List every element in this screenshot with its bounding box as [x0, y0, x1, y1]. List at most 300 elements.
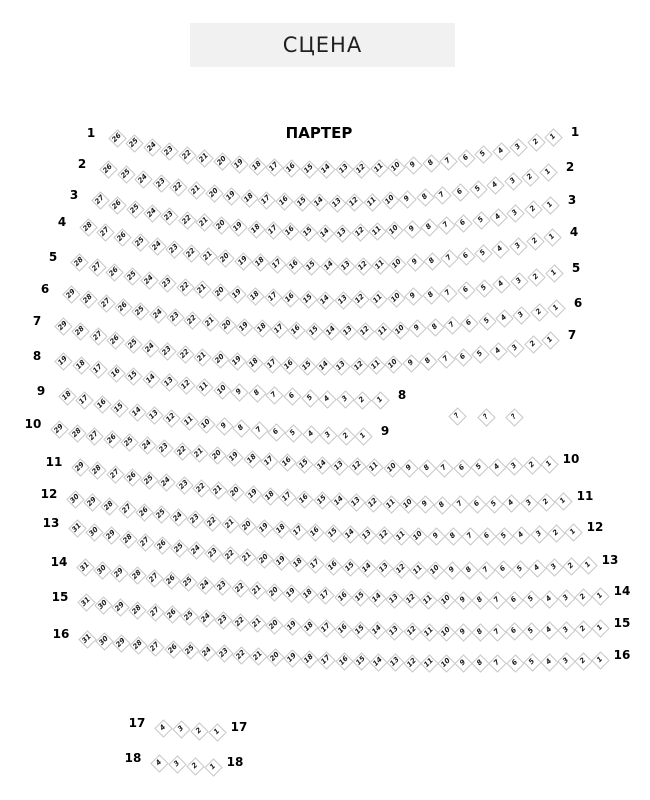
seat-row14-5[interactable]: [522, 590, 540, 608]
seat-row12-4[interactable]: [512, 526, 530, 544]
seat-row3-18[interactable]: [247, 220, 265, 238]
seat-row3-10[interactable]: [385, 221, 403, 239]
seat-row5-2[interactable]: [527, 268, 545, 286]
seat-row10-28[interactable]: [68, 424, 86, 442]
seat-row11-26[interactable]: [123, 468, 141, 486]
seat-row8-7[interactable]: [265, 386, 283, 404]
seat-row15-21[interactable]: [248, 614, 266, 632]
seat-row3-26[interactable]: [108, 196, 126, 214]
seat-row9-14[interactable]: [128, 403, 146, 421]
seat-row12-14[interactable]: [341, 525, 359, 543]
seat-row8-3[interactable]: [336, 390, 354, 408]
seat-row7-6[interactable]: [454, 348, 472, 366]
seat-row2-20[interactable]: [205, 184, 223, 202]
seat-row5-20[interactable]: [211, 283, 229, 301]
seat-row1-15[interactable]: [300, 160, 318, 178]
seat-row14-6[interactable]: [505, 591, 523, 609]
seat-row8-6[interactable]: [283, 387, 301, 405]
seat-row14-12[interactable]: [402, 590, 420, 608]
seat-row10-14[interactable]: [313, 456, 331, 474]
seat-row7-28[interactable]: [71, 322, 89, 340]
seat-row3-6[interactable]: [454, 214, 472, 232]
seat-row16-16[interactable]: [335, 652, 353, 670]
seat-row10-17[interactable]: [260, 452, 278, 470]
seat-row17-4[interactable]: [154, 719, 172, 737]
seat-row8-13[interactable]: [160, 373, 178, 391]
seat-row10-20[interactable]: [208, 446, 226, 464]
seat-row10-19[interactable]: [225, 448, 243, 466]
seat-row4-16[interactable]: [285, 256, 303, 274]
seat-row13-19[interactable]: [272, 552, 290, 570]
seat-row7-15[interactable]: [298, 357, 316, 375]
seat-row6-4[interactable]: [495, 309, 513, 327]
seat-row12-12[interactable]: [375, 526, 393, 544]
seat-row12-3[interactable]: [530, 525, 548, 543]
seat-row2-2[interactable]: [521, 168, 539, 186]
seat-row14-20[interactable]: [265, 583, 283, 601]
seat-row10-22[interactable]: [173, 442, 191, 460]
seat-row16-17[interactable]: [317, 651, 335, 669]
seat-row11-28[interactable]: [88, 461, 106, 479]
seat-row10-15[interactable]: [295, 455, 313, 473]
seat-row11-3[interactable]: [520, 494, 538, 512]
seat-row1-9[interactable]: [404, 156, 422, 174]
seat-row2-24[interactable]: [134, 170, 152, 188]
seat-row16-5[interactable]: [523, 653, 541, 671]
seat-row13-5[interactable]: [511, 560, 529, 578]
seat-row14-17[interactable]: [316, 586, 334, 604]
seat-row3-11[interactable]: [368, 222, 386, 240]
seat-row4-7[interactable]: [440, 249, 458, 267]
seat-row4-8[interactable]: [423, 252, 441, 270]
seat-row6-7[interactable]: [443, 316, 461, 334]
seat-row2-26[interactable]: [99, 160, 117, 178]
seat-row15-3[interactable]: [557, 621, 575, 639]
seat-row12-15[interactable]: [324, 524, 342, 542]
seat-row1-26[interactable]: [108, 129, 126, 147]
seat-row12-25[interactable]: [152, 505, 170, 523]
seat-row14-2[interactable]: [574, 588, 592, 606]
seat-row1-2[interactable]: [527, 133, 545, 151]
seat-row1-5[interactable]: [474, 145, 492, 163]
seat-row12-23[interactable]: [186, 510, 204, 528]
seat-row9-2[interactable]: [337, 427, 355, 445]
seat-row11-25[interactable]: [140, 471, 158, 489]
seat-row10-16[interactable]: [278, 453, 296, 471]
seat-row1-6[interactable]: [457, 149, 475, 167]
seat-row15-17[interactable]: [317, 619, 335, 637]
seat-row2-23[interactable]: [152, 174, 170, 192]
seat-row8-4[interactable]: [318, 390, 336, 408]
seat-row7-23[interactable]: [158, 342, 176, 360]
seat-row11-15[interactable]: [313, 491, 331, 509]
seat-row6-16[interactable]: [287, 321, 305, 339]
seat-row4-18[interactable]: [251, 253, 269, 271]
seat-row9-1[interactable]: [354, 427, 372, 445]
seat-row5-25[interactable]: [123, 267, 141, 285]
seat-row16-15[interactable]: [352, 652, 370, 670]
seat-row14-18[interactable]: [299, 585, 317, 603]
seat-row5-13[interactable]: [334, 291, 352, 309]
seat-row2-7[interactable]: [433, 186, 451, 204]
seat-row3-24[interactable]: [143, 204, 161, 222]
seat-row7-16[interactable]: [280, 356, 298, 374]
seat-row9-9[interactable]: [215, 417, 233, 435]
seat-row1-3[interactable]: [509, 138, 527, 156]
seat-row16-21[interactable]: [249, 647, 267, 665]
seat-row6-14[interactable]: [322, 322, 340, 340]
seat-row10-1[interactable]: [540, 455, 558, 473]
seat-row9-13[interactable]: [145, 406, 163, 424]
seat-row7-12[interactable]: [350, 357, 368, 375]
seat-row15-13[interactable]: [385, 622, 403, 640]
seat-row15-11[interactable]: [420, 623, 438, 641]
seat-row14-11[interactable]: [419, 591, 437, 609]
seat-row7-1[interactable]: [541, 331, 559, 349]
seat-row6-6[interactable]: [460, 314, 478, 332]
seat-row6-17[interactable]: [270, 320, 288, 338]
seat-row13-17[interactable]: [306, 555, 324, 573]
seat-row18-2[interactable]: [186, 757, 204, 775]
seat-row2-1[interactable]: [539, 163, 557, 181]
seat-row1-19[interactable]: [230, 155, 248, 173]
seat-row11-20[interactable]: [226, 483, 244, 501]
seat-row2-4[interactable]: [486, 176, 504, 194]
seat-row6-19[interactable]: [235, 318, 253, 336]
seat-row13-20[interactable]: [255, 550, 273, 568]
seat-row9-16[interactable]: [93, 395, 111, 413]
seat-row7-26[interactable]: [106, 331, 124, 349]
seat-row15-20[interactable]: [265, 616, 283, 634]
seat-row12-21[interactable]: [221, 515, 239, 533]
seat-row3-4[interactable]: [489, 208, 507, 226]
seat-row4-23[interactable]: [165, 240, 183, 258]
seat-row13-27[interactable]: [136, 533, 154, 551]
seat-row7-4[interactable]: [489, 342, 507, 360]
seat-row3-19[interactable]: [229, 218, 247, 236]
seat-row5-4[interactable]: [492, 275, 510, 293]
seat-row10-6[interactable]: [453, 459, 471, 477]
seat-row3-17[interactable]: [264, 221, 282, 239]
seat-row6-20[interactable]: [218, 316, 236, 334]
seat-row3-25[interactable]: [126, 200, 144, 218]
seat-row9-10[interactable]: [197, 415, 215, 433]
seat-row7-7[interactable]: [437, 350, 455, 368]
seat-row6-22[interactable]: [183, 311, 201, 329]
seat-row11-4[interactable]: [502, 494, 520, 512]
seat-row11-11[interactable]: [382, 495, 400, 513]
seat-row6-27[interactable]: [97, 294, 115, 312]
seat-row1-10[interactable]: [387, 158, 405, 176]
seat-row12-5[interactable]: [495, 527, 513, 545]
seat-row4-11[interactable]: [371, 256, 389, 274]
seat-row16-10[interactable]: [437, 654, 455, 672]
seat-row7-5[interactable]: [471, 345, 489, 363]
seat-row4-17[interactable]: [268, 255, 286, 273]
seat-row3-8[interactable]: [420, 218, 438, 236]
seat-row10-29[interactable]: [50, 420, 68, 438]
seat-row13-22[interactable]: [221, 546, 239, 564]
seat-row5-15[interactable]: [299, 290, 317, 308]
seat-row16-6[interactable]: [506, 654, 524, 672]
seat-row3-1[interactable]: [541, 196, 559, 214]
seat-row3-2[interactable]: [524, 200, 542, 218]
seat-row11-1[interactable]: [554, 492, 572, 510]
seat-row12-28[interactable]: [100, 497, 118, 515]
seat-row2-13[interactable]: [328, 194, 346, 212]
seat-row2-18[interactable]: [240, 189, 258, 207]
seat-row14-24[interactable]: [196, 576, 214, 594]
seat-row11-6[interactable]: [468, 495, 486, 513]
seat-row12-2[interactable]: [547, 524, 565, 542]
seat-row2-19[interactable]: [222, 187, 240, 205]
seat-row4-27[interactable]: [96, 223, 114, 241]
seat-row4-25[interactable]: [131, 233, 149, 251]
seat-row11-29[interactable]: [71, 458, 89, 476]
seat-row1-17[interactable]: [265, 158, 283, 176]
seat-row4-28[interactable]: [79, 218, 97, 236]
seat-row5-1[interactable]: [545, 264, 563, 282]
seat-row4-15[interactable]: [302, 257, 320, 275]
seat-row10-5[interactable]: [470, 458, 488, 476]
seat-row6-10[interactable]: [391, 321, 409, 339]
seat-row10-4[interactable]: [488, 458, 506, 476]
seat-row6-12[interactable]: [356, 322, 374, 340]
seat-row12-26[interactable]: [135, 503, 153, 521]
seat-row1-13[interactable]: [335, 160, 353, 178]
seat-row14-13[interactable]: [385, 590, 403, 608]
seat-row3-14[interactable]: [316, 224, 334, 242]
seat-row4-2[interactable]: [526, 232, 544, 250]
seat-row2-5[interactable]: [469, 180, 487, 198]
seat-row16-1[interactable]: [591, 651, 609, 669]
seat-row11-18[interactable]: [261, 487, 279, 505]
seat-row7-8[interactable]: [419, 352, 437, 370]
seat-row7-17[interactable]: [263, 355, 281, 373]
seat-row16-4[interactable]: [540, 653, 558, 671]
seat-row11-9[interactable]: [416, 495, 434, 513]
seat-row6-26[interactable]: [114, 298, 132, 316]
seat-row7-24[interactable]: [141, 339, 159, 357]
seat-row7-3[interactable]: [506, 339, 524, 357]
seat-row3-7[interactable]: [437, 216, 455, 234]
seat-row15-9[interactable]: [454, 623, 472, 641]
seat-row13-28[interactable]: [119, 530, 137, 548]
seat-row17-1[interactable]: [208, 723, 226, 741]
seat-row11-22[interactable]: [192, 479, 210, 497]
seat-row14-28[interactable]: [128, 566, 146, 584]
seat-row5-28[interactable]: [70, 253, 88, 271]
seat-row15-18[interactable]: [300, 618, 318, 636]
seat-row8-9[interactable]: [230, 383, 248, 401]
seat-row16-25[interactable]: [181, 641, 199, 659]
seat-row7-27[interactable]: [89, 327, 107, 345]
seat-row12-1[interactable]: [564, 523, 582, 541]
seat-row14-10[interactable]: [437, 591, 455, 609]
seat-row16-11[interactable]: [420, 654, 438, 672]
seat-row9-18[interactable]: [58, 387, 76, 405]
seat-row2-11[interactable]: [363, 193, 381, 211]
seat-row17-3[interactable]: [172, 720, 190, 738]
seat-row13-31[interactable]: [68, 519, 86, 537]
seat-row7-19[interactable]: [228, 352, 246, 370]
seat-row15-19[interactable]: [283, 617, 301, 635]
seat-row9-7[interactable]: [250, 421, 268, 439]
seat-row3-20[interactable]: [212, 216, 230, 234]
seat-row11-12[interactable]: [364, 494, 382, 512]
seat-row14-1[interactable]: [591, 587, 609, 605]
seat-row9-5[interactable]: [284, 424, 302, 442]
seat-row7-9[interactable]: [402, 354, 420, 372]
seat-row13-23[interactable]: [204, 544, 222, 562]
seat-row5-11[interactable]: [369, 290, 387, 308]
seat-row8-15[interactable]: [124, 367, 142, 385]
seat-row1-4[interactable]: [492, 142, 510, 160]
seat-row7-25[interactable]: [124, 335, 142, 353]
seat-row6-13[interactable]: [339, 322, 357, 340]
seat-row3-23[interactable]: [160, 207, 178, 225]
seat-row5-6[interactable]: [457, 281, 475, 299]
seat-row15-1[interactable]: [591, 619, 609, 637]
seat-row4-3[interactable]: [509, 237, 527, 255]
seat-row8-16[interactable]: [107, 364, 125, 382]
seat-row10-12[interactable]: [348, 457, 366, 475]
seat-row14-8[interactable]: [471, 591, 489, 609]
seat-row13-2[interactable]: [562, 557, 580, 575]
seat-row3-15[interactable]: [299, 223, 317, 241]
seat-row13-11[interactable]: [409, 561, 427, 579]
seat-row12-27[interactable]: [118, 500, 136, 518]
seat-row5-9[interactable]: [404, 287, 422, 305]
seat-row6-9[interactable]: [408, 319, 426, 337]
seat-row14-23[interactable]: [213, 577, 231, 595]
seat-row13-8[interactable]: [460, 561, 478, 579]
seat-row14-14[interactable]: [368, 589, 386, 607]
seat-row4-13[interactable]: [337, 257, 355, 275]
seat-row14-30[interactable]: [93, 561, 111, 579]
seat-row14-16[interactable]: [334, 588, 352, 606]
seat-row13-18[interactable]: [289, 554, 307, 572]
seat-row10-7[interactable]: [435, 459, 453, 477]
seat-row14-29[interactable]: [110, 564, 128, 582]
seat-row16-28[interactable]: [129, 636, 147, 654]
seat-row1-14[interactable]: [317, 160, 335, 178]
seat-row3-21[interactable]: [195, 213, 213, 231]
seat-row4-9[interactable]: [406, 253, 424, 271]
seat-row12-11[interactable]: [392, 527, 410, 545]
seat-row14-19[interactable]: [282, 584, 300, 602]
seat-row6-1[interactable]: [547, 299, 565, 317]
seat-row5-3[interactable]: [510, 272, 528, 290]
seat-row5-7[interactable]: [439, 284, 457, 302]
seat-row15-2[interactable]: [574, 620, 592, 638]
seat-row15-28[interactable]: [128, 601, 146, 619]
seat-row1-16[interactable]: [282, 159, 300, 177]
seat-row12-19[interactable]: [255, 519, 273, 537]
seat-row15-25[interactable]: [180, 607, 198, 625]
seat-row18-3[interactable]: [168, 755, 186, 773]
seat-row13-7[interactable]: [477, 561, 495, 579]
seat-row6-28[interactable]: [79, 290, 97, 308]
seat-row13-9[interactable]: [443, 561, 461, 579]
seat-row4-20[interactable]: [216, 249, 234, 267]
seat-row12-24[interactable]: [169, 508, 187, 526]
seat-row6-5[interactable]: [478, 312, 496, 330]
seat-row6-23[interactable]: [166, 308, 184, 326]
seat-row8-18[interactable]: [72, 356, 90, 374]
seat-row2-8[interactable]: [416, 188, 434, 206]
seat-row1-8[interactable]: [422, 154, 440, 172]
seat-row16-9[interactable]: [454, 654, 472, 672]
seat-row2-3[interactable]: [504, 172, 522, 190]
seat-row15-31[interactable]: [77, 593, 95, 611]
seat-row2-25[interactable]: [117, 165, 135, 183]
seat-row8-8[interactable]: [248, 384, 266, 402]
seat-row6-2[interactable]: [530, 303, 548, 321]
seat-row16-18[interactable]: [300, 650, 318, 668]
seat-row4-4[interactable]: [491, 240, 509, 258]
seat-row17-2[interactable]: [190, 722, 208, 740]
seat-row7-21[interactable]: [193, 348, 211, 366]
seat-row10-3[interactable]: [505, 457, 523, 475]
seat-row16-3[interactable]: [557, 652, 575, 670]
seat-row10-8[interactable]: [418, 459, 436, 477]
seat-row10-27[interactable]: [85, 427, 103, 445]
seat-row7-22[interactable]: [176, 345, 194, 363]
seat-row14-31[interactable]: [76, 558, 94, 576]
seat-row4-26[interactable]: [113, 228, 131, 246]
seat-row3-3[interactable]: [506, 204, 524, 222]
seat-row10-11[interactable]: [365, 458, 383, 476]
seat-row11-2[interactable]: [537, 493, 555, 511]
seat-row7-14[interactable]: [315, 357, 333, 375]
seat-row11-5[interactable]: [485, 495, 503, 513]
seat-row4-12[interactable]: [354, 257, 372, 275]
seat-row4-1[interactable]: [543, 228, 561, 246]
seat-row11-21[interactable]: [209, 481, 227, 499]
seat-row12-9[interactable]: [427, 527, 445, 545]
seat-row2-6[interactable]: [451, 183, 469, 201]
seat-row13-10[interactable]: [426, 561, 444, 579]
seat-row15-26[interactable]: [163, 605, 181, 623]
seat-row5-26[interactable]: [105, 263, 123, 281]
seat-row8-17[interactable]: [89, 360, 107, 378]
seat-row15-8[interactable]: [471, 623, 489, 641]
seat-row15-12[interactable]: [403, 622, 421, 640]
seat-row4-19[interactable]: [234, 252, 252, 270]
seat-row8-19[interactable]: [54, 352, 72, 370]
seat-row11-13[interactable]: [347, 493, 365, 511]
seat-row1-25[interactable]: [125, 134, 143, 152]
seat-row3-16[interactable]: [281, 222, 299, 240]
seat-row15-14[interactable]: [368, 621, 386, 639]
seat-row10-13[interactable]: [330, 457, 348, 475]
seat-row12-30[interactable]: [66, 490, 84, 508]
seat-row4-22[interactable]: [182, 244, 200, 262]
seat-row8-10[interactable]: [213, 381, 231, 399]
seat-special-3[interactable]: [505, 408, 523, 426]
seat-row18-1[interactable]: [204, 758, 222, 776]
seat-row11-16[interactable]: [295, 490, 313, 508]
seat-row6-29[interactable]: [62, 285, 80, 303]
seat-row14-3[interactable]: [557, 589, 575, 607]
seat-row3-27[interactable]: [91, 191, 109, 209]
seat-row6-18[interactable]: [253, 319, 271, 337]
seat-row9-15[interactable]: [110, 399, 128, 417]
seat-row5-22[interactable]: [176, 278, 194, 296]
seat-row1-23[interactable]: [160, 142, 178, 160]
seat-row7-13[interactable]: [332, 357, 350, 375]
